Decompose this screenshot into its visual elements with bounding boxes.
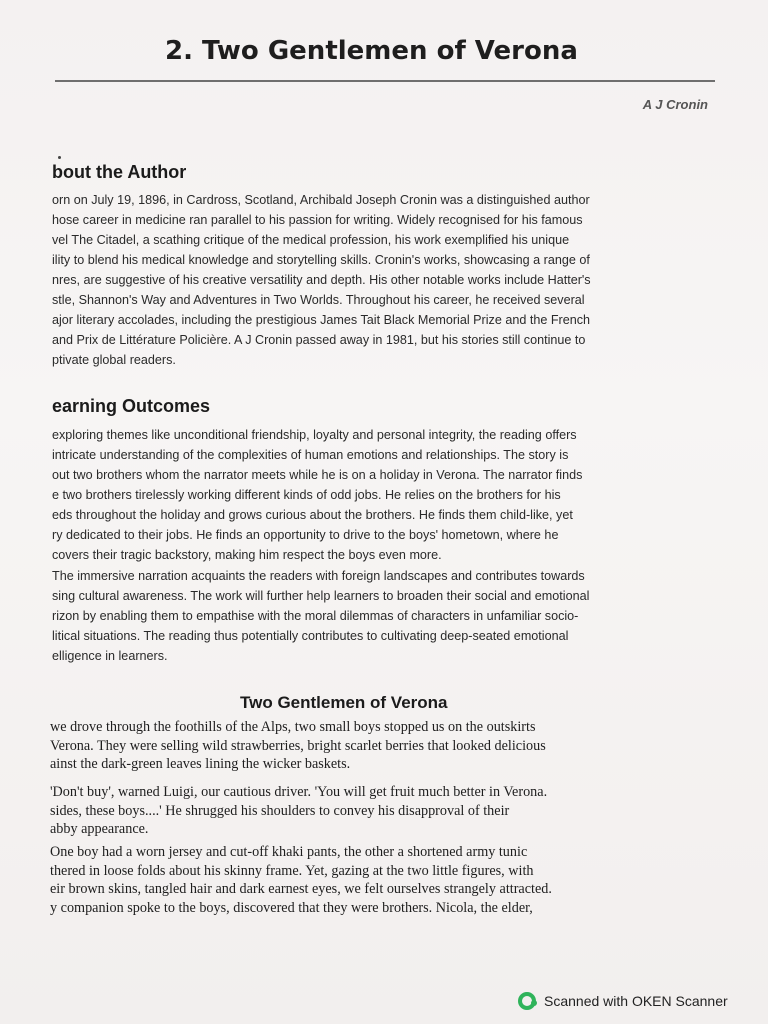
learning-line: out two brothers whom the narrator meets while he is on a holiday in Verona. The narrator finds [52,468,583,482]
learning-line: covers their tragic backstory, making him respect the boys even more. [52,548,442,562]
story-line: 'Don't buy', warned Luigi, our cautious driver. 'You will get fruit much better in Verona. [50,784,548,800]
learning-line: litical situations. The reading thus potentially contributes to cultivating deep-seated emotional [52,629,569,643]
story-paragraph-2 [50,783,710,839]
about-line: orn on July 19, 1896, in Cardross, Scotland, Archibald Joseph Cronin was a distinguished author [52,193,590,207]
learning-outcomes-paragraph-2 [52,566,712,666]
story-line: thered in loose folds about his skinny frame. Yet, gazing at the two little figures, with [50,862,534,879]
story-line: y companion spoke to the boys, discovered that they were brothers. Nicola, the elder, [50,899,533,916]
learning-line: exploring themes like unconditional friendship, loyalty and personal integrity, the reading offers [52,428,577,442]
learning-line: The immersive narration acquaints the readers with foreign landscapes and contributes towards [52,569,585,583]
story-line: abby appearance. [50,821,149,837]
margin-mark [58,156,61,159]
learning-line: intricate understanding of the complexities of human emotions and relationships. The story is [52,448,569,462]
okeen-scanner-icon [518,992,536,1010]
about-line: ptivate global readers. [52,353,176,367]
learning-outcomes-heading: earning Outcomes [52,396,211,416]
story-heading: Two Gentlemen of Verona [240,693,448,712]
learning-line: ry dedicated to their jobs. He finds an opportunity to drive to the boys' hometown, where he [52,528,559,542]
about-line: and Prix de Littérature Policière. A J Cronin passed away in 1981, but his stories still continue to [52,333,586,347]
scanner-watermark [518,992,728,1010]
learning-line: elligence in learners. [52,649,168,663]
about-author-heading: bout the Author [52,162,187,182]
story-paragraph-3 [50,843,710,917]
story-line: One boy had a worn jersey and cut-off khaki pants, the other a shortened army tunic [50,844,528,860]
learning-line: rizon by enabling them to empathise with the moral dilemmas of characters in unfamiliar socio- [52,609,579,623]
about-line: vel The Citadel, a scathing critique of the medical profession, his work exemplified his unique [52,233,570,247]
learning-line: sing cultural awareness. The work will further help learners to broaden their social and emotional [52,589,590,603]
story-line: sides, these boys....' He shrugged his shoulders to convey his disapproval of their [50,802,510,819]
learning-line: eds throughout the holiday and grows curious about the brothers. He finds them child-like, yet [52,508,573,522]
learning-line: e two brothers tirelessly working different kinds of odd jobs. He relies on the brothers for his [52,488,561,502]
chapter-title: 2. Two Gentlemen of Verona [165,36,578,66]
about-author-paragraph [52,190,712,370]
about-line: stle, Shannon's Way and Adventures in Two Worlds. Throughout his career, he received several [52,293,585,307]
learning-outcomes-paragraph-1 [52,425,712,565]
story-line: we drove through the foothills of the Alps, two small boys stopped us on the outskirts [50,719,536,735]
about-line: nres, are suggestive of his creative versatility and depth. His other notable works include Hatter's [52,273,591,287]
author-name: A J Cronin [642,97,708,112]
scanner-watermark-text: Scanned with OKEN Scanner [544,993,728,1009]
story-line: eir brown skins, tangled hair and dark earnest eyes, we felt ourselves strangely attracted. [50,881,552,897]
title-rule [55,80,715,82]
about-line: hose career in medicine ran parallel to his passion for writing. Widely recognised for his famous [52,213,583,227]
story-paragraph-1 [50,718,710,774]
story-line: Verona. They were selling wild strawberries, bright scarlet berries that looked delicious [50,737,546,754]
about-line: ility to blend his medical knowledge and storytelling skills. Cronin's works, showcasing a range of [52,253,590,267]
story-line: ainst the dark-green leaves lining the wicker baskets. [50,756,351,772]
about-line: ajor literary accolades, including the prestigious James Tait Black Memorial Prize and the French [52,313,591,327]
